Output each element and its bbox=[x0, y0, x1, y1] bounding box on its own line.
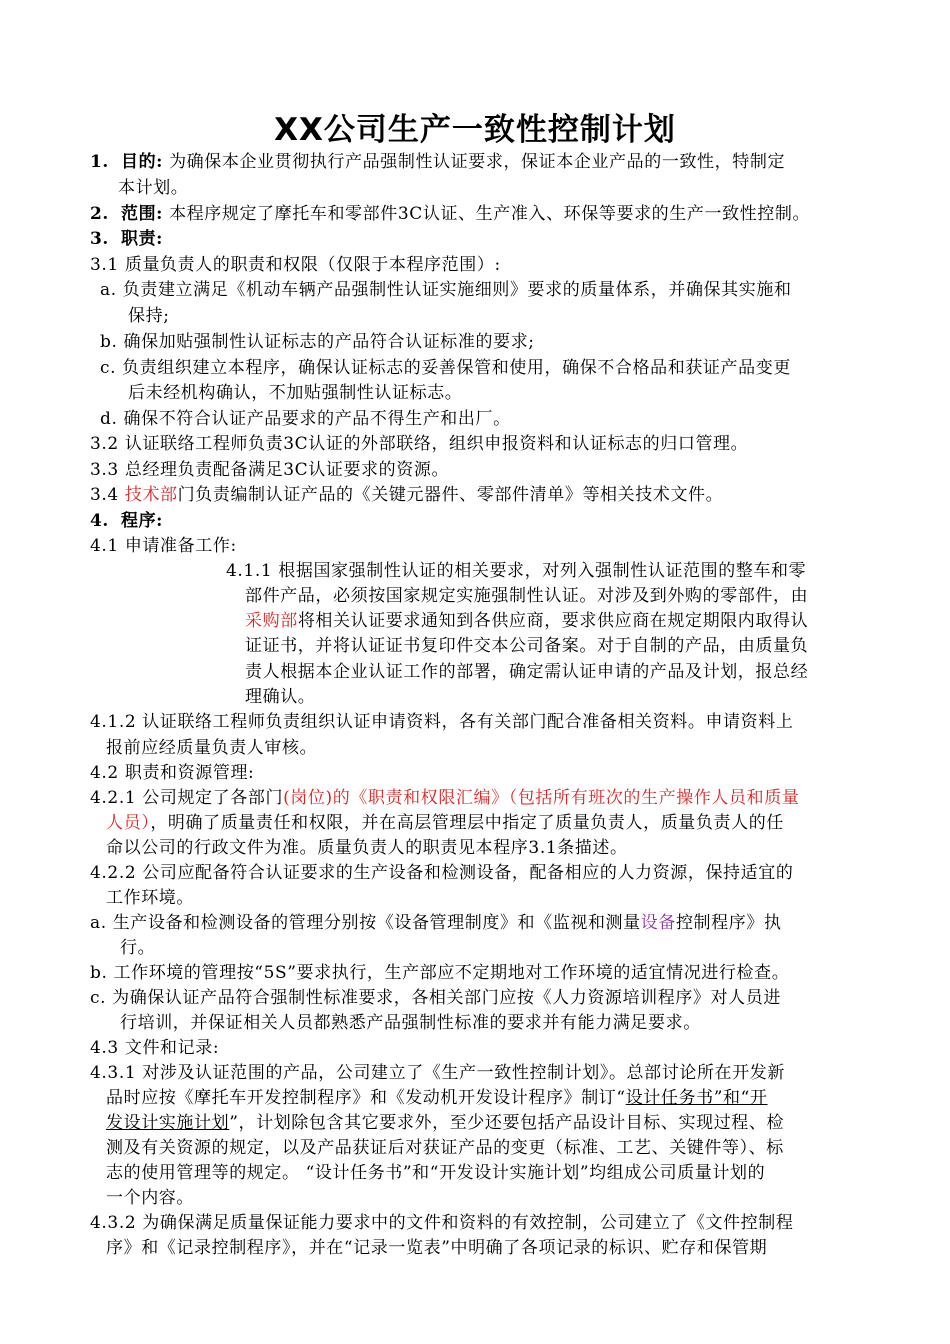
clause-4-2-2: 4.2.2 公司应配备符合认证要求的生产设备和检测设备，配备相应的人力资源，保持适宜的 bbox=[90, 863, 794, 883]
clause-4-3-1: 4.3.1 对涉及认证范围的产品，公司建立了《生产一致性控制计划》。总部讨论所在开发新 bbox=[90, 1063, 785, 1083]
highlighted-text: 技术部 bbox=[124, 485, 178, 505]
paragraph-line: 部件产品，必须按国家规定实施强制性认证。对涉及到外购的零部件，由 bbox=[245, 586, 809, 606]
list-item-c: c. 负责组织建立本程序，确保认证标志的妥善保管和使用，确保不合格品和获证产品变更 bbox=[100, 358, 791, 378]
subsection-3-4 bbox=[90, 482, 870, 508]
paragraph-line: 行培训，并保证相关人员都熟悉产品强制性标准的要求并有能力满足要求。 bbox=[120, 1013, 701, 1033]
paragraph-line bbox=[106, 1085, 886, 1111]
section-heading: 程序: bbox=[120, 511, 164, 531]
highlighted-text: 人员） bbox=[106, 813, 151, 833]
paragraph-text: 控制程序》执 bbox=[675, 913, 782, 933]
paragraph-line: 责人根据本企业认证工作的部署，确定需认证申请的产品及计划，报总经 bbox=[245, 662, 809, 682]
underlined-text: 设计任务书”和“开 bbox=[625, 1088, 768, 1108]
subsection-3-3: 3.3 总经理负责配备满足3C认证要求的资源。 bbox=[90, 460, 450, 480]
paragraph-text: 4.2.1 公司规定了各部门 bbox=[90, 788, 284, 808]
paragraph-text: 品时应按《摩托车开发控制程序》和《发动机开发设计程序》制订“ bbox=[106, 1088, 626, 1108]
subsection-3-1: 3.1 质量负责人的职责和权限（仅限于本程序范围）: bbox=[90, 255, 501, 275]
paragraph-line: 测及有关资源的规定，以及产品获证后对获证产品的变更（标准、工艺、关键件等）、标 bbox=[106, 1138, 784, 1158]
paragraph-text: ”，计划除包含其它要求外，至少还要包括产品设计目标、实现过程、检 bbox=[229, 1113, 785, 1133]
section-heading: 目的: bbox=[120, 152, 164, 172]
paragraph-line: 理确认。 bbox=[245, 687, 316, 707]
list-item-a bbox=[90, 910, 870, 936]
paragraph-line: 序》和《记录控制程序》，并在“记录一览表”中明确了各项记录的标识、贮存和保管期 bbox=[106, 1238, 768, 1258]
section-number: 2. bbox=[90, 204, 109, 224]
paragraph-text: a. 生产设备和检测设备的管理分别按《设备管理制度》和《监视和测量 bbox=[90, 913, 641, 933]
highlighted-text: 采购部 bbox=[245, 611, 298, 631]
paragraph-text: 3.4 bbox=[90, 485, 125, 505]
list-item-b: b. 确保加贴强制性认证标志的产品符合认证标准的要求; bbox=[100, 332, 535, 352]
section-4-procedure bbox=[90, 508, 870, 534]
clause-4-3-2: 4.3.2 为确保满足质量保证能力要求中的文件和资料的有效控制，公司建立了《文件控制程 bbox=[90, 1213, 794, 1233]
paragraph-line: 后未经机构确认，不加贴强制性认证标志。 bbox=[128, 383, 463, 403]
list-item-c: c. 为确保认证产品符合强制性标准要求，各相关部门应按《人力资源培训程序》对人员进 bbox=[90, 988, 781, 1008]
paragraph-line: 工作环境。 bbox=[106, 888, 194, 908]
list-item-d: d. 确保不符合认证产品要求的产品不得生产和出厂。 bbox=[100, 409, 511, 429]
subsection-4-2: 4.2 职责和资源管理: bbox=[90, 763, 255, 783]
paragraph-line: 行。 bbox=[120, 938, 156, 958]
paragraph-line: 证证书，并将认证证书复印件交本公司备案。对于自制的产品，由质量负 bbox=[245, 636, 809, 656]
paragraph-line: 志的使用管理等的规定。 “设计任务书”和“开发设计实施计划”均组成公司质量计划的 bbox=[106, 1163, 766, 1183]
paragraph-line: 命以公司的行政文件为准。质量负责人的职责见本程序3.1条描述。 bbox=[106, 838, 628, 858]
section-number: 4. bbox=[90, 511, 109, 531]
list-item-a: a. 负责建立满足《机动车辆产品强制性认证实施细则》要求的质量体系，并确保其实施和 bbox=[100, 280, 792, 300]
section-1-purpose bbox=[90, 149, 870, 175]
paragraph-text: ，明确了质量责任和权限，并在高层管理层中指定了质量负责人，质量负责人的任 bbox=[150, 813, 784, 833]
paragraph-text: 将相关认证要求通知到各供应商，要求供应商在规定期限内取得认 bbox=[297, 611, 809, 631]
underlined-text: 发设计实施计划 bbox=[106, 1113, 230, 1133]
list-item-b: b. 工作环境的管理按“5S”要求执行，生产部应不定期地对工作环境的适宜情况进行检查。 bbox=[90, 963, 790, 983]
paragraph-line: 保持; bbox=[128, 306, 170, 326]
paragraph-text: 本程序规定了摩托车和零部件3C认证、生产准入、环保等要求的生产一致性控制。 bbox=[169, 204, 811, 224]
section-heading: 职责: bbox=[120, 229, 164, 249]
highlighted-text: (岗位)的《职责和权限汇编》（包括所有班次的生产操作人员和质量 bbox=[283, 788, 800, 808]
paragraph-text: 门负责编制认证产品的《关键元器件、零部件清单》等相关技术文件。 bbox=[177, 485, 724, 505]
clause-4-2-1 bbox=[90, 785, 870, 811]
section-3-responsibilities bbox=[90, 226, 870, 252]
section-number: 3. bbox=[90, 229, 109, 249]
clause-4-1-1: 4.1.1 根据国家强制性认证的相关要求，对列入强制性认证范围的整车和零 bbox=[226, 561, 807, 581]
section-2-scope bbox=[90, 201, 870, 227]
paragraph-line bbox=[106, 810, 886, 836]
subsection-4-1: 4.1 申请准备工作: bbox=[90, 536, 237, 556]
paragraph-text: 为确保本企业贯彻执行产品强制性认证要求，保证本企业产品的一致性，特制定 bbox=[169, 152, 786, 172]
paragraph-line bbox=[245, 608, 950, 634]
section-number: 1. bbox=[90, 152, 109, 172]
subsection-3-2: 3.2 认证联络工程师负责3C认证的外部联络，组织申报资料和认证标志的归口管理。 bbox=[90, 434, 749, 454]
paragraph-line: 一个内容。 bbox=[106, 1188, 194, 1208]
paragraph-line bbox=[106, 1110, 886, 1136]
section-heading: 范围: bbox=[120, 204, 164, 224]
paragraph-line: 报前应经质量负责人审核。 bbox=[106, 738, 318, 758]
clause-4-1-2: 4.1.2 认证联络工程师负责组织认证申请资料，各有关部门配合准备相关资料。申请资料上 bbox=[90, 712, 794, 732]
document-title: XX公司生产一致性控制计划 bbox=[274, 112, 676, 148]
subsection-4-3: 4.3 文件和记录: bbox=[90, 1038, 220, 1058]
highlighted-text: 设备 bbox=[640, 913, 676, 933]
paragraph-line: 本计划。 bbox=[118, 178, 189, 198]
